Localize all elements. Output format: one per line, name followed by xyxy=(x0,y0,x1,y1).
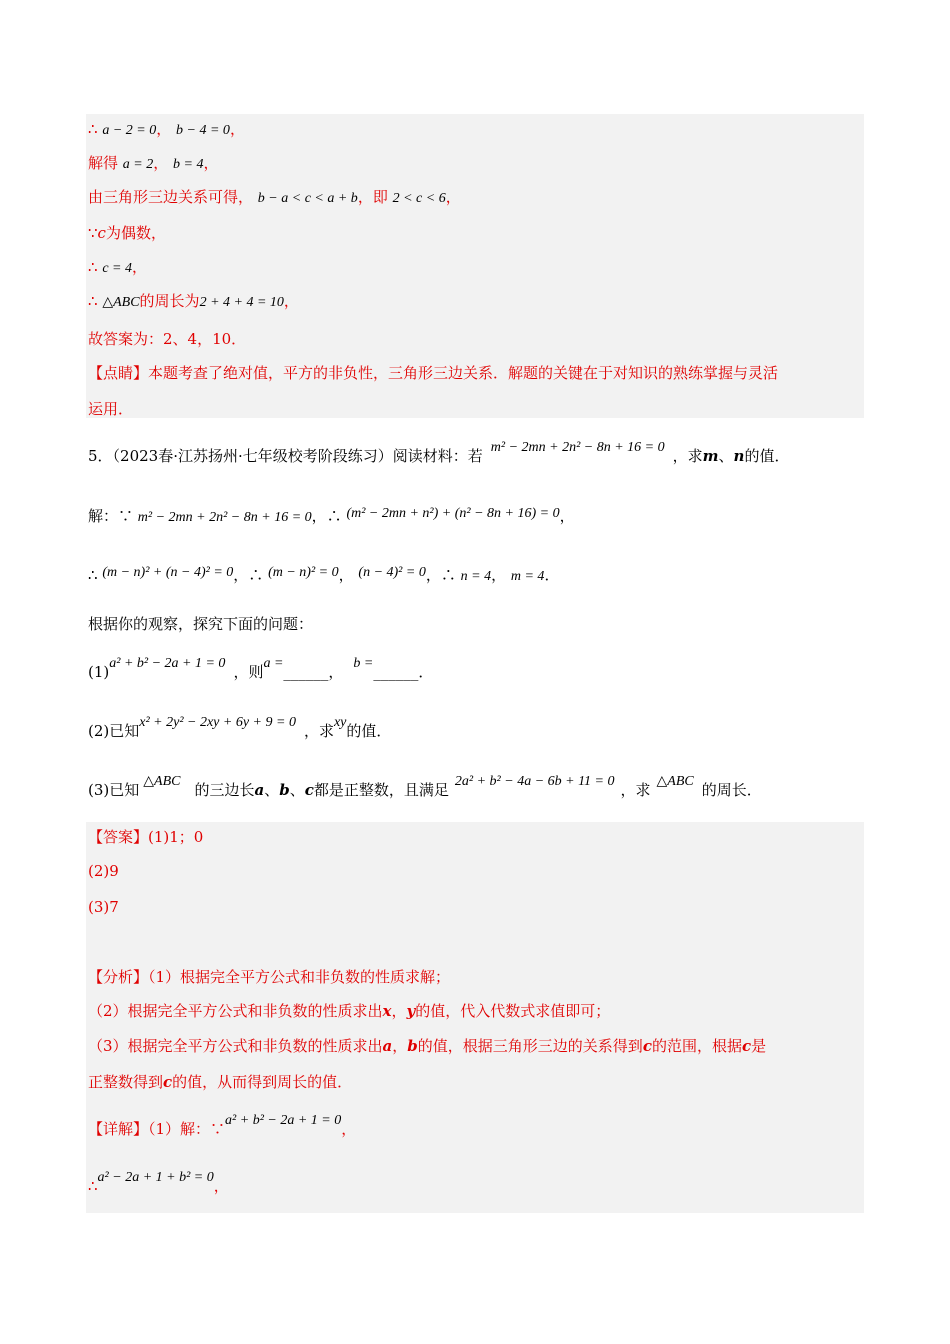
text: ，求 xyxy=(620,781,651,799)
comma: ， xyxy=(328,663,344,681)
text: 的值． xyxy=(346,722,392,740)
detail-line-2 xyxy=(88,1170,229,1196)
equation: (m² − 2mn + n²) + (n² − 8n + 16) = 0 xyxy=(346,506,560,521)
comma: ， xyxy=(283,292,299,310)
equation: 2 < c < 6 xyxy=(392,191,446,206)
text: 的值． xyxy=(744,447,790,465)
triangle-abc: △ABC xyxy=(656,774,694,789)
variable-c: c xyxy=(642,1037,652,1055)
equation: a² − 2a + 1 + b² = 0 xyxy=(97,1170,214,1185)
answer-blank: ______ xyxy=(283,663,329,681)
question-number: (1) xyxy=(88,663,110,681)
variable-c: c xyxy=(163,1073,173,1091)
comma: ， xyxy=(559,507,575,525)
text: 正整数得到 xyxy=(88,1073,164,1091)
variable-y: y xyxy=(406,1002,416,1020)
analysis-line-1: 【分析】（1）根据完全平方公式和非负数的性质求解； xyxy=(88,968,451,986)
problem-5-title xyxy=(88,440,790,466)
answer-line-3: (3)7 xyxy=(88,898,119,916)
text: （2）根据完全平方公式和非负数的性质求出 xyxy=(88,1002,383,1020)
equation: a = 2 xyxy=(122,157,154,172)
text: ，求 xyxy=(672,447,703,465)
text: ，即 xyxy=(357,188,388,206)
equation: (m − n)² = 0 xyxy=(268,565,339,580)
equation: x² + 2y² − 2xy + 6y + 9 = 0 xyxy=(139,715,296,730)
question-3 xyxy=(88,774,762,800)
dianjing-comment: 【点睛】本题考查了绝对值，平方的非负性，三角形三边关系．解题的关键在于对知识的熟练掌握与灵活 xyxy=(88,364,779,382)
text: ，求 xyxy=(303,722,334,740)
text: 的三边长 xyxy=(194,781,255,799)
text: 、 xyxy=(718,447,734,465)
variable-a: a = xyxy=(263,656,284,671)
triangle-abc: △ABC xyxy=(143,774,181,789)
equation: m = 4 xyxy=(510,569,545,584)
variable-x: x xyxy=(382,1002,392,1020)
prev-line-7: 故答案为：2、4，10． xyxy=(88,330,247,348)
equation: (m − n)² + (n − 4)² = 0 xyxy=(102,565,234,580)
comma: ， xyxy=(203,154,219,172)
therefore-symbol: ∴ xyxy=(88,566,98,584)
equation: b − 4 = 0 xyxy=(176,123,230,138)
dianjing-comment-cont: 运用． xyxy=(88,400,134,418)
text: 的周长． xyxy=(701,781,762,799)
comma: ， xyxy=(491,566,507,584)
problem-solution-line xyxy=(88,505,575,526)
equation: b = 4 xyxy=(173,157,204,172)
text: 【详解】（1）解：∵ xyxy=(88,1120,226,1138)
comma: ， xyxy=(445,188,461,206)
answer-line-2: (2)9 xyxy=(88,862,119,880)
comma: ， xyxy=(229,120,245,138)
explore-prompt: 根据你的观察，探究下面的问题： xyxy=(88,615,314,633)
prev-line-3 xyxy=(88,186,461,207)
prev-line-5 xyxy=(88,256,147,277)
variable-a: a xyxy=(382,1037,393,1055)
text: ，∴ xyxy=(233,566,264,584)
text: 、 xyxy=(264,781,280,799)
variable: c xyxy=(97,224,106,242)
text: ，则 xyxy=(233,663,264,681)
variable-c: c xyxy=(304,781,314,799)
text: （3）根据完全平方公式和非负数的性质求出 xyxy=(88,1037,383,1055)
therefore-symbol: ∴ xyxy=(88,292,98,310)
prev-line-4 xyxy=(88,222,166,243)
equation: b − a < c < a + b xyxy=(257,191,358,206)
equation: 2 + 4 + 4 = 10 xyxy=(199,295,284,310)
variable-b: b xyxy=(407,1037,418,1055)
variable-b: b xyxy=(279,781,290,799)
comma: ， xyxy=(213,1177,229,1195)
prev-line-1 xyxy=(88,118,245,139)
therefore-symbol: ∴ xyxy=(88,1177,98,1195)
variable-b: b = xyxy=(353,656,374,671)
variable-c: c xyxy=(741,1037,752,1055)
triangle-abc: △ABC xyxy=(102,295,140,310)
therefore-symbol: ∴ xyxy=(88,258,98,276)
detail-line-1 xyxy=(88,1113,357,1139)
because-symbol: ∵ xyxy=(88,224,98,242)
text: ，∴ xyxy=(311,507,342,525)
equation: m² − 2mn + 2n² − 8n + 16 = 0 xyxy=(137,510,312,525)
therefore-symbol: ∴ xyxy=(88,120,98,138)
equation: c = 4 xyxy=(102,261,132,276)
equation: a² + b² − 2a + 1 = 0 xyxy=(225,1113,342,1128)
text: 的值，从而得到周长的值． xyxy=(172,1073,353,1091)
comma: ， xyxy=(156,120,172,138)
comma: ， xyxy=(338,566,354,584)
text: 5．（2023春·江苏扬州·七年级校考阶段练习）阅读材料：若 xyxy=(88,447,483,465)
text: 由三角形三边关系可得， xyxy=(88,188,254,206)
analysis-line-2 xyxy=(88,1000,610,1021)
variable-m: m xyxy=(702,447,719,465)
equation: n = 4 xyxy=(460,569,492,584)
equation: m² − 2mn + 2n² − 8n + 16 = 0 xyxy=(490,440,665,455)
comma: ， xyxy=(153,154,169,172)
text: 的值，根据三角形三边的关系得到 xyxy=(417,1037,643,1055)
question-number: (3)已知 xyxy=(88,781,140,799)
comma: ， xyxy=(391,1002,407,1020)
period: ． xyxy=(418,663,434,681)
equation: a − 2 = 0 xyxy=(102,123,157,138)
comma: ， xyxy=(132,258,148,276)
equation: 2a² + b² − 4a − 6b + 11 = 0 xyxy=(454,774,615,789)
comma: ， xyxy=(392,1037,408,1055)
text: 为偶数， xyxy=(105,224,166,242)
text: 的范围，根据 xyxy=(651,1037,742,1055)
analysis-line-3 xyxy=(88,1035,766,1056)
text: 都是正整数，且满足 xyxy=(313,781,449,799)
question-number: (2)已知 xyxy=(88,722,140,740)
answer-blank: ______ xyxy=(373,663,419,681)
text: ，∴ xyxy=(425,566,456,584)
analysis-line-4 xyxy=(88,1071,352,1092)
text: 、 xyxy=(289,781,305,799)
period: ． xyxy=(544,566,560,584)
comma: ， xyxy=(341,1120,357,1138)
prev-line-6 xyxy=(88,290,299,311)
problem-therefore-line xyxy=(88,564,559,585)
expression-xy: xy xyxy=(333,715,347,730)
variable-n: n xyxy=(733,447,745,465)
equation: a² + b² − 2a + 1 = 0 xyxy=(109,656,226,671)
text: 解得 xyxy=(88,154,119,172)
text: 的值，代入代数式求值即可； xyxy=(415,1002,611,1020)
equation: (n − 4)² = 0 xyxy=(358,565,426,580)
answer-line-1: 【答案】(1)1；0 xyxy=(88,828,204,846)
text: 的周长为 xyxy=(139,292,200,310)
text: 解：∵ xyxy=(88,507,134,525)
question-1 xyxy=(88,656,434,682)
variable-a: a xyxy=(254,781,265,799)
text: 是 xyxy=(751,1037,767,1055)
prev-line-2 xyxy=(88,152,219,173)
question-2 xyxy=(88,715,392,741)
